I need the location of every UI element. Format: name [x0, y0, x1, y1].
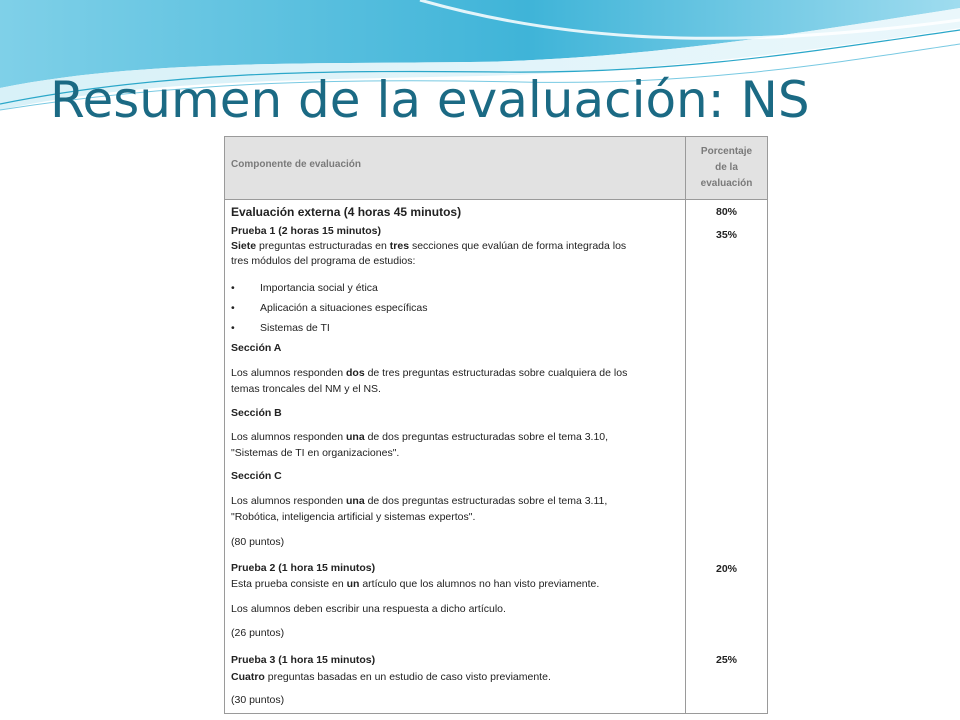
paper2-text-line2: Los alumnos deben escribir una respuesta a dicho artículo.	[231, 603, 506, 615]
external-percent: 80%	[715, 206, 737, 218]
section-a-heading: Sección A	[231, 342, 282, 354]
section-c-text-line2: "Robótica, inteligencia artificial y sistemas expertos".	[231, 511, 476, 523]
external-title: Evaluación externa (4 horas 45 minutos)	[231, 205, 462, 219]
slide-title: Resumen de la evaluación: NS	[50, 71, 810, 129]
paper1-points: (80 puntos)	[231, 536, 285, 548]
section-b-text-line2: "Sistemas de TI en organizaciones".	[231, 447, 400, 459]
paper2-text: Esta prueba consiste en un artículo que los alumnos no han visto previamente.	[231, 578, 600, 590]
paper3-percent: 25%	[715, 654, 737, 666]
bullet-item: Importancia social y ética	[260, 282, 378, 294]
bullet-marker: •	[231, 302, 235, 314]
paper3-points: (30 puntos)	[231, 694, 285, 706]
bullet-item: Sistemas de TI	[260, 322, 330, 334]
section-c-heading: Sección C	[231, 470, 282, 482]
paper2-title: Prueba 2 (1 hora 15 minutos)	[231, 562, 376, 574]
paper3-text: Cuatro preguntas basadas en un estudio de caso visto previamente.	[231, 671, 551, 683]
assessment-table	[224, 136, 768, 714]
paper1-intro-line2: tres módulos del programa de estudios:	[231, 255, 416, 267]
paper1-title: Prueba 1 (2 horas 15 minutos)	[231, 225, 381, 237]
paper1-percent: 35%	[715, 229, 737, 241]
header-percent-line: Porcentaje	[700, 146, 753, 157]
paper3-title: Prueba 3 (1 hora 15 minutos)	[231, 654, 376, 666]
paper1-intro: Siete preguntas estructuradas en tres secciones que evalúan de forma integrada los	[231, 240, 627, 252]
column-divider	[685, 137, 686, 713]
section-a-text-line2: temas troncales del NM y el NS.	[231, 383, 381, 395]
header-percent-line: de la	[715, 162, 738, 173]
bullet-marker: •	[231, 322, 235, 334]
header-percent-line: evaluación	[700, 178, 753, 189]
paper2-percent: 20%	[715, 563, 737, 575]
bullet-marker: •	[231, 282, 235, 294]
section-b-heading: Sección B	[231, 407, 282, 419]
header-percent	[686, 144, 767, 192]
section-a-text: Los alumnos responden dos de tres preguntas estructuradas sobre cualquiera de los	[231, 367, 628, 379]
bullet-item: Aplicación a situaciones específicas	[260, 302, 428, 314]
section-c-text: Los alumnos responden una de dos preguntas estructuradas sobre el tema 3.11,	[231, 495, 608, 507]
header-component: Componente de evaluación	[231, 159, 362, 170]
paper2-points: (26 puntos)	[231, 627, 285, 639]
section-b-text: Los alumnos responden una de dos preguntas estructuradas sobre el tema 3.10,	[231, 431, 609, 443]
